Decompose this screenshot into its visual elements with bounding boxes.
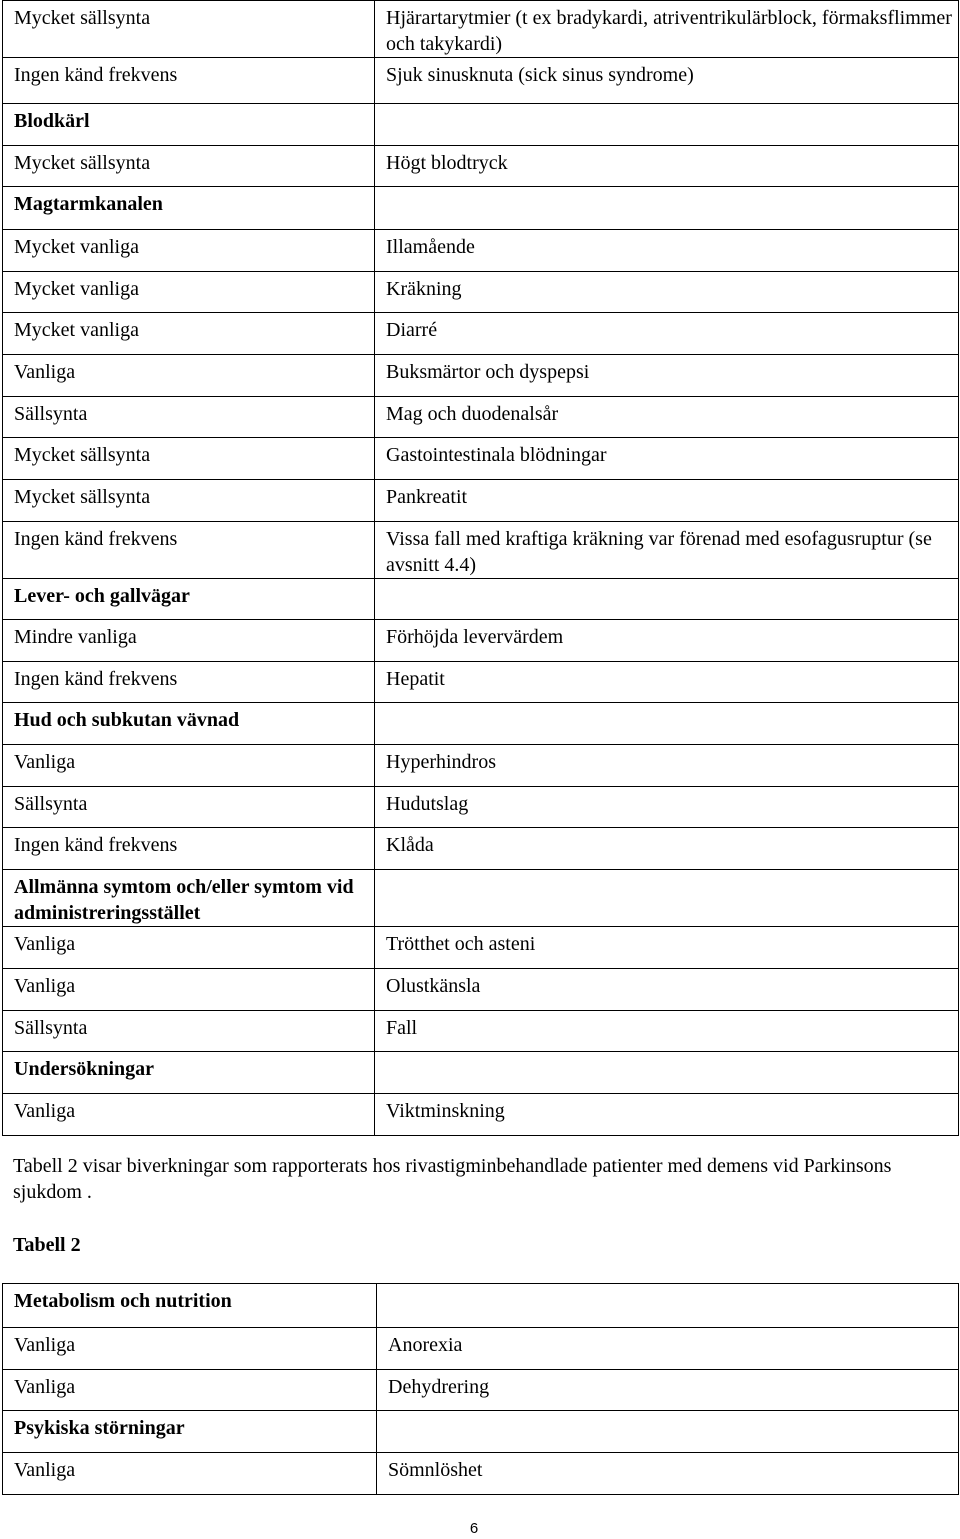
table-row bbox=[3, 787, 959, 828]
frequency-cell: Vanliga bbox=[3, 355, 375, 397]
frequency-cell: Ingen känd frekvens bbox=[3, 662, 375, 703]
frequency-cell: Mycket vanliga bbox=[3, 230, 375, 272]
frequency-cell: Ingen känd frekvens bbox=[3, 522, 375, 579]
adverse-effect-cell: Diarré bbox=[375, 313, 959, 355]
section-header-cell: Blodkärl bbox=[3, 104, 375, 146]
section-header-row bbox=[3, 703, 959, 745]
section-header-cell: Psykiska störningar bbox=[3, 1411, 377, 1453]
frequency-cell: Mycket vanliga bbox=[3, 313, 375, 355]
adverse-effect-cell: Gastointestinala blödningar bbox=[375, 438, 959, 480]
adverse-effect-cell: Pankreatit bbox=[375, 480, 959, 522]
table-row bbox=[3, 620, 959, 662]
adverse-reactions-table-1 bbox=[2, 0, 959, 1136]
table-1-body bbox=[3, 1, 959, 1136]
adverse-effect-cell: Hudutslag bbox=[375, 787, 959, 828]
section-header-cell: Hud och subkutan vävnad bbox=[3, 703, 375, 745]
adverse-effect-cell: Vissa fall med kraftiga kräkning var förenad med esofagusruptur (se avsnitt 4.4) bbox=[375, 522, 959, 579]
adverse-effect-cell: Buksmärtor och dyspepsi bbox=[375, 355, 959, 397]
table-row bbox=[3, 230, 959, 272]
adverse-effect-cell bbox=[375, 187, 959, 230]
table-row bbox=[3, 397, 959, 438]
adverse-effect-cell: Dehydrering bbox=[377, 1370, 959, 1411]
adverse-effect-cell: Olustkänsla bbox=[375, 969, 959, 1011]
frequency-cell: Ingen känd frekvens bbox=[3, 828, 375, 870]
table-2-body bbox=[3, 1284, 959, 1495]
table-row bbox=[3, 272, 959, 313]
adverse-effect-cell: Klåda bbox=[375, 828, 959, 870]
frequency-cell: Mycket vanliga bbox=[3, 272, 375, 313]
adverse-effect-cell: Viktminskning bbox=[375, 1094, 959, 1136]
section-header-row bbox=[3, 1052, 959, 1094]
adverse-effect-cell: Sjuk sinusknuta (sick sinus syndrome) bbox=[375, 58, 959, 104]
section-header-row bbox=[3, 579, 959, 620]
adverse-effect-cell: Fall bbox=[375, 1011, 959, 1052]
table-row bbox=[3, 927, 959, 969]
table-row bbox=[3, 1370, 959, 1411]
table-row bbox=[3, 1, 959, 58]
adverse-effect-cell: Illamående bbox=[375, 230, 959, 272]
adverse-effect-cell bbox=[375, 104, 959, 146]
table-row bbox=[3, 522, 959, 579]
section-header-row bbox=[3, 870, 959, 927]
table-row bbox=[3, 969, 959, 1011]
table-2-intro-paragraph: Tabell 2 visar biverkningar som rapporterats hos rivastigminbehandlade patienter med demens vid Parkinsons sjukdom . bbox=[13, 1155, 892, 1203]
section-header-row bbox=[3, 1284, 959, 1328]
section-header-row bbox=[3, 104, 959, 146]
table-row bbox=[3, 1011, 959, 1052]
table-row bbox=[3, 58, 959, 104]
adverse-effect-cell: Förhöjda levervärdem bbox=[375, 620, 959, 662]
frequency-cell: Mycket sällsynta bbox=[3, 480, 375, 522]
page-number: 6 bbox=[469, 1520, 479, 1537]
frequency-cell: Sällsynta bbox=[3, 787, 375, 828]
adverse-effect-cell: Sömnlöshet bbox=[377, 1453, 959, 1495]
table-row bbox=[3, 828, 959, 870]
adverse-effect-cell: Högt blodtryck bbox=[375, 146, 959, 187]
table-row bbox=[3, 355, 959, 397]
adverse-effect-cell: Hepatit bbox=[375, 662, 959, 703]
section-header-row bbox=[3, 1411, 959, 1453]
frequency-cell: Vanliga bbox=[3, 1370, 377, 1411]
frequency-cell: Vanliga bbox=[3, 969, 375, 1011]
table-row bbox=[3, 662, 959, 703]
frequency-cell: Sällsynta bbox=[3, 1011, 375, 1052]
table-row bbox=[3, 1453, 959, 1495]
table-row bbox=[3, 480, 959, 522]
table-2-title: Tabell 2 bbox=[13, 1234, 81, 1256]
adverse-effect-cell bbox=[377, 1411, 959, 1453]
adverse-reactions-table-2 bbox=[2, 1283, 959, 1495]
frequency-cell: Vanliga bbox=[3, 745, 375, 787]
adverse-effect-cell: Hyperhindros bbox=[375, 745, 959, 787]
adverse-effect-cell bbox=[375, 870, 959, 927]
adverse-effect-cell bbox=[375, 1052, 959, 1094]
section-header-cell: Lever- och gallvägar bbox=[3, 579, 375, 620]
section-header-cell: Magtarmkanalen bbox=[3, 187, 375, 230]
table-row bbox=[3, 146, 959, 187]
frequency-cell: Vanliga bbox=[3, 1453, 377, 1495]
adverse-effect-cell: Kräkning bbox=[375, 272, 959, 313]
section-header-cell: Allmänna symtom och/eller symtom vid administreringsstället bbox=[3, 870, 375, 927]
frequency-cell: Vanliga bbox=[3, 927, 375, 969]
adverse-effect-cell: Mag och duodenalsår bbox=[375, 397, 959, 438]
table-row bbox=[3, 745, 959, 787]
frequency-cell: Ingen känd frekvens bbox=[3, 58, 375, 104]
table-row bbox=[3, 1094, 959, 1136]
adverse-effect-cell: Anorexia bbox=[377, 1328, 959, 1370]
frequency-cell: Sällsynta bbox=[3, 397, 375, 438]
adverse-effect-cell bbox=[375, 703, 959, 745]
adverse-effect-cell bbox=[377, 1284, 959, 1328]
section-header-cell: Metabolism och nutrition bbox=[3, 1284, 377, 1328]
frequency-cell: Mindre vanliga bbox=[3, 620, 375, 662]
section-header-row bbox=[3, 187, 959, 230]
frequency-cell: Vanliga bbox=[3, 1328, 377, 1370]
adverse-effect-cell: Hjärartarytmier (t ex bradykardi, atriventrikulärblock, förmaksflimmer och takykardi) bbox=[375, 1, 959, 58]
frequency-cell: Mycket sällsynta bbox=[3, 438, 375, 480]
section-header-cell: Undersökningar bbox=[3, 1052, 375, 1094]
frequency-cell: Mycket sällsynta bbox=[3, 146, 375, 187]
table-row bbox=[3, 1328, 959, 1370]
adverse-effect-cell: Trötthet och asteni bbox=[375, 927, 959, 969]
frequency-cell: Vanliga bbox=[3, 1094, 375, 1136]
table-row bbox=[3, 313, 959, 355]
table-row bbox=[3, 438, 959, 480]
adverse-effect-cell bbox=[375, 579, 959, 620]
frequency-cell: Mycket sällsynta bbox=[3, 1, 375, 58]
